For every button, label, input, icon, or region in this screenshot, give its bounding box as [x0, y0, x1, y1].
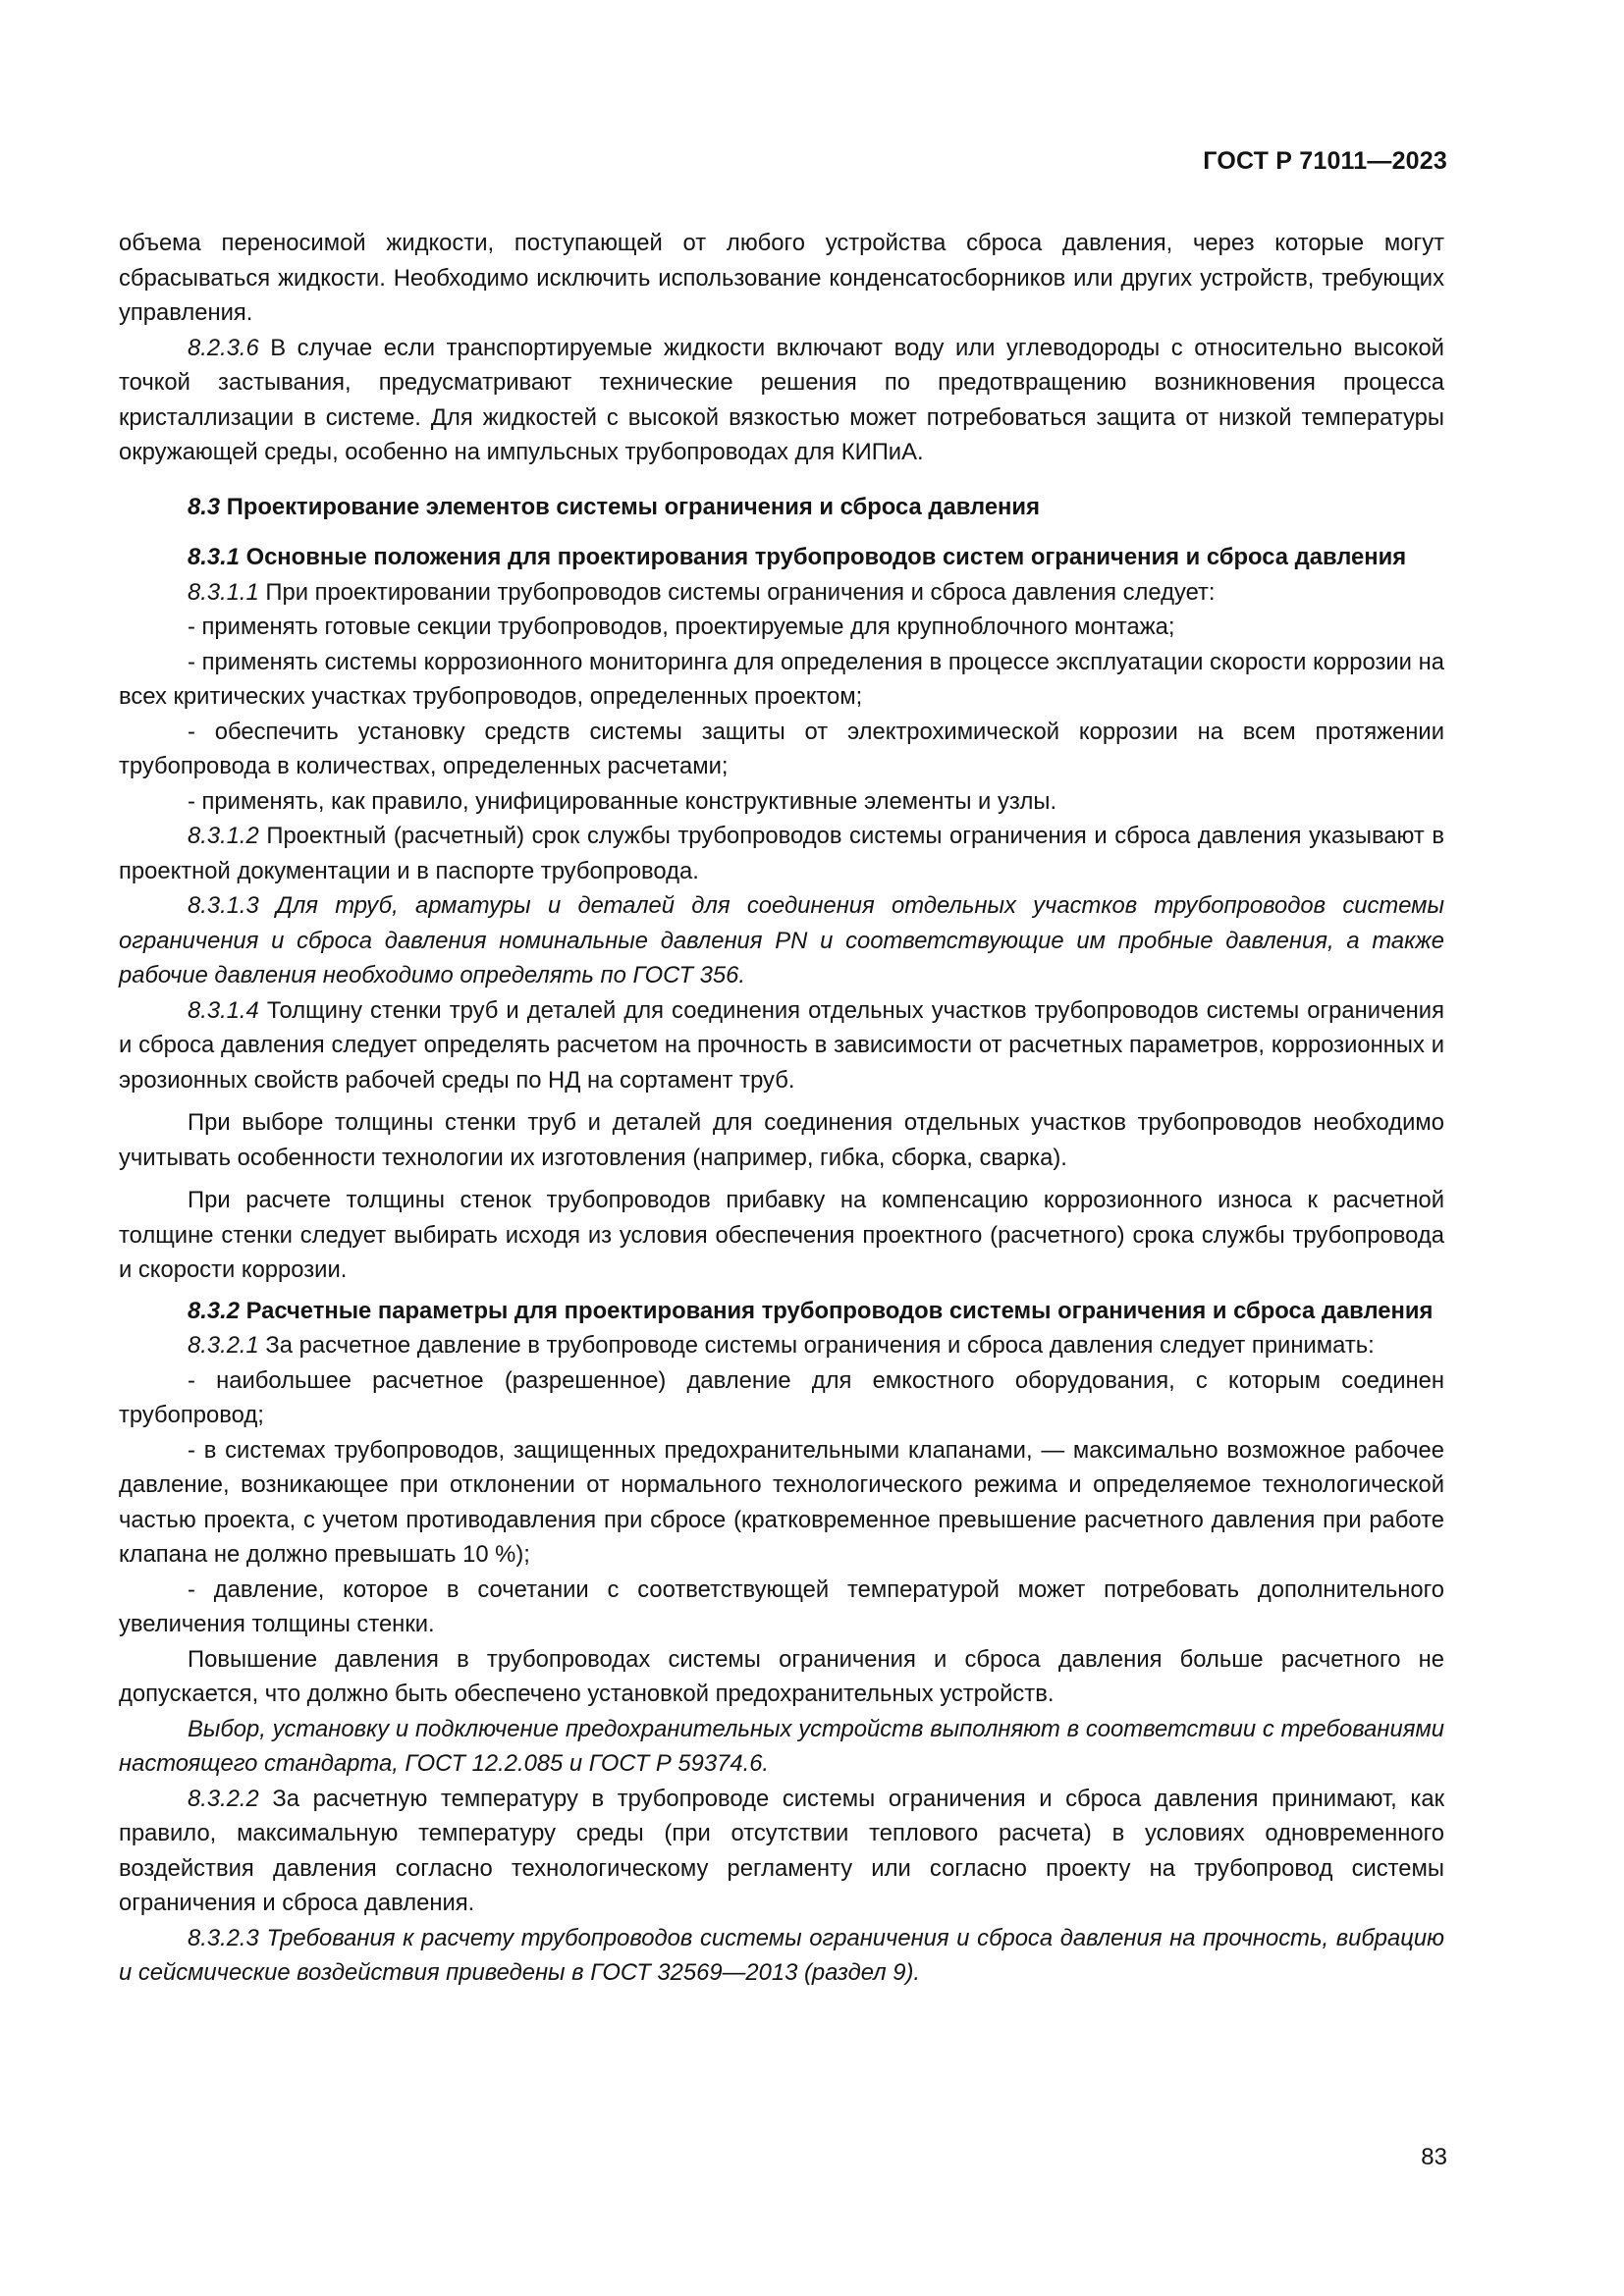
clause-8-3-1-1: 8.3.1.1 При проектировании трубопроводов системы ограничения и сброса давления следует:: [188, 578, 1216, 606]
subsection-heading-8-3-1: 8.3.1 Основные положения для проектирования трубопроводов систем ограничения и сброса давления: [188, 544, 1407, 570]
clause-8-3-1-2: 8.3.1.2 Проектный (расчетный) срок службы трубопроводов системы ограничения и сброса давления указывают в проектной документации и в паспорте трубопровода.: [119, 823, 1444, 884]
section-number: 8.3: [188, 493, 221, 520]
clause-number: 8.3.1.3: [188, 892, 259, 919]
clause-8-3-1-4: 8.3.1.4 Толщину стенки труб и деталей для соединения отдельных участков трубопроводов системы ограничения и сброса давления следует определять расчетом на прочность в зависимости от расчетных параметров, коррозионных и эрозионных свойств рабочей среды по НД на сортамент труб.: [119, 996, 1444, 1094]
list-item: - применять готовые секции трубопроводов, проектируемые для крупноблочного монтажа;: [188, 614, 1175, 640]
clause-8-3-1-3: 8.3.1.3 Для труб, арматуры и деталей для соединения отдельных участков трубопроводов системы ограничения и сброса давления номинальные давления PN и соответствующие им пробные давления, а также рабочие давления необходимо определять по ГОСТ 356.: [119, 892, 1444, 988]
list-item: - применять системы коррозионного мониторинга для определения в процессе эксплуатации скорости коррозии на всех критических участках трубопроводов, определенных проектом;: [119, 648, 1444, 710]
list-item: - наибольшее расчетное (разрешенное) давление для емкостного оборудования, с которым соединен трубопровод;: [119, 1366, 1444, 1428]
paragraph: При расчете толщины стенок трубопроводов прибавку на компенсацию коррозионного износа к расчетной толщине стенки следует выбирать исходя из условия обеспечения проектного (расчетного) срока службы трубопровода и скорости коррозии.: [119, 1187, 1444, 1283]
clause-8-3-2-2: 8.3.2.2 За расчетную температуру в трубопроводе системы ограничения и сброса давления принимают, как правило, максимальную температуру среды (при отсутствии теплового расчета) в условиях одновременного воздействия давления согласно технологическому регламенту или согласно проекту на трубопровод системы ограничения и сброса давления.: [119, 1785, 1444, 1916]
subsection-number: 8.3.2: [188, 1297, 240, 1324]
paragraph-continuation: объема переносимой жидкости, поступающей от любого устройства сброса давления, через которые могут сбрасываться жидкости. Необходимо исключить использование конденсатосборников или других устройств, требующих управления.: [119, 230, 1444, 326]
list-item: - применять, как правило, унифицированные конструктивные элементы и узлы.: [188, 787, 1057, 815]
paragraph-italic: Выбор, установку и подключение предохранительных устройств выполняют в соответствии с требованиями настоящего стандарта, ГОСТ 12.2.085 и ГОСТ Р 59374.6.: [119, 1715, 1444, 1777]
clause-number: 8.2.3.6: [188, 334, 259, 361]
clause-number: 8.3.2.1: [188, 1332, 259, 1359]
subsection-heading-8-3-2: 8.3.2 Расчетные параметры для проектирования трубопроводов системы ограничения и сброса давления: [188, 1297, 1434, 1324]
list-item: - давление, которое в сочетании с соответствующей температурой может потребовать дополнительного увеличения толщины стенки.: [119, 1575, 1444, 1637]
paragraph: Повышение давления в трубопроводах системы ограничения и сброса давления больше расчетного не допускается, что должно быть обеспечено установкой предохранительных устройств.: [119, 1645, 1444, 1707]
clause-number: 8.3.2.2: [188, 1785, 259, 1812]
clause-number: 8.3.2.3: [188, 1924, 259, 1951]
document-body: [119, 226, 1444, 1991]
clause-8-3-2-1: 8.3.2.1 За расчетное давление в трубопроводе системы ограничения и сброса давления следует принимать:: [188, 1332, 1375, 1359]
clause-8-2-3-6: 8.2.3.6 В случае если транспортируемые жидкости включают воду или углеводороды с относительно высокой точкой застывания, предусматривают технические решения по предотвращению возникновения процесса кристаллизации в системе. Для жидкостей с высокой вязкостью может потребоваться защита от низкой температуры окружающей среды, особенно на импульсных трубопроводах для КИПиА.: [119, 334, 1444, 465]
page-number: 83: [1421, 2144, 1447, 2170]
document-header: ГОСТ Р 71011—2023: [1203, 147, 1447, 175]
clause-number: 8.3.1.2: [188, 823, 259, 849]
clause-number: 8.3.1.1: [188, 578, 259, 606]
list-item: - обеспечить установку средств системы защиты от электрохимической коррозии на всем протяжении трубопровода в количествах, определенных расчетами;: [119, 718, 1444, 779]
paragraph: При выборе толщины стенки труб и деталей для соединения отдельных участков трубопроводов необходимо учитывать особенности технологии их изготовления (например, гибка, сборка, сварка).: [119, 1109, 1444, 1171]
subsection-number: 8.3.1: [188, 544, 240, 570]
list-item: - в системах трубопроводов, защищенных предохранительными клапанами, — максимально возможное рабочее давление, возникающее при отклонении от нормального технологического режима и определяемое технологической частью проекта, с учетом противодавления при сбросе (кратковременное превышение расчетного давления при работе клапана не должно превышать 10 %);: [119, 1436, 1444, 1568]
section-heading-8-3: 8.3 Проектирование элементов системы ограничения и сброса давления: [188, 493, 1040, 520]
clause-8-3-2-3: 8.3.2.3 Требования к расчету трубопроводов системы ограничения и сброса давления на прочность, вибрацию и сейсмические воздействия приведены в ГОСТ 32569—2013 (раздел 9).: [119, 1924, 1444, 1986]
clause-number: 8.3.1.4: [188, 996, 259, 1024]
